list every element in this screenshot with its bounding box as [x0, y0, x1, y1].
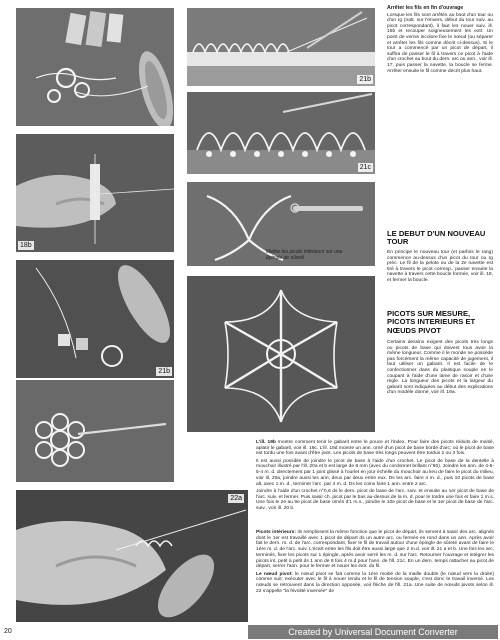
picot-edging-illustration — [187, 8, 375, 86]
shuttle-needle-illustration — [16, 260, 174, 378]
photo-label: 21c — [359, 164, 371, 171]
heading-end-threads: Arrêter les fils en fin d'ouvrage — [387, 5, 464, 11]
photo-label: 21b — [359, 76, 371, 83]
photo-scalloped-edging — [187, 92, 375, 174]
scalloped-edging-illustration — [187, 92, 375, 174]
text-pivot-knot: le nœud pivot se fait comme la 1ère moitié de la maille double (le nœud vers la droite) comme suit: exécuter avec le fil à nouer tendu et le fil de tension souple, c'est donc le travail inversé. Les nœuds se retrouvent dans la direction opposée, voir flèche de l'ill. 21a. Une suite de nœuds pivots selon ill. 22 s'appelle "la frivolité inversée" de — [256, 571, 494, 594]
paragraph-pivot-knot — [256, 572, 494, 595]
paragraph-inner-picots — [256, 530, 494, 570]
bottom-body-text — [256, 440, 494, 513]
paragraph-crochet-join: Joindre à l'aide d'un crochet n°0,6 ds le dern. picot de base de l'arc. suiv. et ensuite au 1er picot de base de l'arc. suiv. et fermer. Puis saisir ch. picot par le bas au-dessus de la m. d. pour le tordre une fois et faire 1 m.s. Une fois le 2e au 9e picot de base ornés d'1 m.s., joindre le 10e picot de base et le 1er picot de base de l'arc. suiv., voir ill. 20 b. — [256, 488, 494, 511]
text-new-round: En principe le nouveau tour (et parfois le rang) commence au-dessus d'un picot du tour ou rg préc. Le fil de la pelote ou de la 2e navette est tiré à travers le picot corresp., passer ensuite la navette à travers cette boucle formée, voir ill. 18, et fermer la boucle. — [387, 250, 493, 283]
bottom-body-text-lower — [256, 530, 494, 596]
photo-hand-shuttle — [16, 490, 248, 622]
label-ill-19b: L'ill. 19b — [256, 440, 276, 445]
heading-picots: PICOTS SUR MESURE, PICOTS INTERIEURS ET NŒUDS PIVOT — [387, 309, 476, 335]
page-number: 20 — [4, 628, 12, 635]
photo-hands-gauge — [16, 134, 174, 252]
photo-shuttle-needle — [16, 260, 174, 378]
watermark-banner: Created by Universal Document Converter — [248, 625, 498, 639]
text-picots: Certains dessins exigent des picots très longs ou picots de base qui doivent tous avoir la même longueur. Comme il le monde ne possède pas forcément la même capacité de jugement, il faut utiliser un gabarit. Il est facile de le confectionner dans du plastique souple en le coupant à l'aide d'une lame de rasoir et d'une règle. La longueur des picots et la largeur du gabarit sont indiquées au début des explications d'un modèle donné, voir ill. 19a. — [387, 340, 493, 396]
hands-gauge-illustration — [16, 134, 174, 252]
label-pivot-knot: Le nœud pivot: — [256, 571, 293, 577]
paragraph-base-picot: Il est aussi possible de joindre le picot de base à l'aide d'un crochet. Le picot de base de la dentelle à mouchoir illustré par l'ill. 20a et b est large de 8 mm (avec du cordonnet brillant n°60). Joindre les ann. de 4-5-5-4 m. d. directement par 1 joint glissé à l'ourlet en jour échelle du mouchoir au lieu de faire le picot du milieu, voir ill. 20a, joindre aussi les ann. deux par deux entre eux. Ds les arc. faire 4 m. d., puis 10 picots de base alt. avec 1 m. d., terminer l'arc. par 4 m. d. Ds les coins faire 1 ann. entre 2 arc. — [256, 458, 494, 487]
flower-needle-illustration — [16, 380, 174, 482]
paragraph-gauge — [256, 440, 494, 457]
photo-picot-edging — [187, 8, 375, 86]
shuttle-ring-illustration — [16, 8, 174, 126]
photo-label: 22a — [230, 495, 242, 502]
photo-flower-needle — [16, 380, 174, 482]
hand-shuttle-illustration — [16, 490, 248, 622]
photo-caption-inner-picots: Mettre les picots intérieurs sur une épingle de sûreté — [266, 249, 343, 261]
photo-label: 21b — [158, 368, 170, 375]
text-gauge: montre comment tenir le gabarit entre le pouce et l'index. Pour faire des picots réduits de moitié, aplatir le gabarit, voir ill. 19c. L'ill. 19d montre un ann. orné d'un picot de base bordé d'arc; où le picot de base est tordu une fois avant d'être joint. Les picots de base très longs peuvent être tordus 2 ou 3 fois. — [256, 440, 495, 457]
label-inner-picots: Picots intérieurs: — [256, 530, 297, 535]
star-motif-illustration — [187, 276, 375, 432]
photo-star-motif — [187, 276, 375, 432]
photo-shuttle-ring — [16, 8, 174, 126]
text-end-threads: Lorsque les fils sont arrêtés au bout d'un tour ou d'un rg (natt. sur l'envers, début du tour suiv. au picot correspondant), il faut les nouer suiv. ill. 15b et recouper soigneusement les extr. Un point de vernis incolore fixe le nœud (ou séparer et arrêter les fils comme décrit ci-dessus). Si le tour a commencé par un picot de départ, il suffira de passer le fil à travers ce picot à l'aide d'un crochet au bout du dern. arc ou ann., voir ill. 17, puis passer la navette, la boucle se ferme. Arrêter ensuite le fil comme décrit plus haut. — [387, 12, 493, 74]
text-inner-picots: ils remplissent la même fonction que le picot de départ, ils servent à saisir des arc. alignés dont le 1er est travaillé avec 1 picot de départ ds un autre arc. ou fermés en rond dans un ann. Après avoir fait le dern. m. d. de l'arc. correspondant, fixer le fil de travail autour d'une épingle de sûreté avant de faire le 1ère m. d. de l'arc. suiv. L'écart entre les fils doit être aussi large que 2 m.d, voir ill. 21 a et b. Une fois les arc. terminés, fixer les picots sur 1 épingle, après avoir serré les m. d. sur l'arc. Retourner l'ouvrage et intégrer les picots int. petit à petit ds 1 ann de 8 fois 4 m.d pour l'ann. de l'ill. 21c. En un dern. temps rattacher au picot de départ, serrer l'ann. pour le fermer et nouer les extr. du fil. — [256, 530, 495, 570]
heading-new-round: LE DEBUT D'UN NOUVEAU TOUR — [387, 229, 486, 247]
right-column-intro — [387, 6, 493, 74]
photo-label: 18b — [20, 242, 32, 249]
